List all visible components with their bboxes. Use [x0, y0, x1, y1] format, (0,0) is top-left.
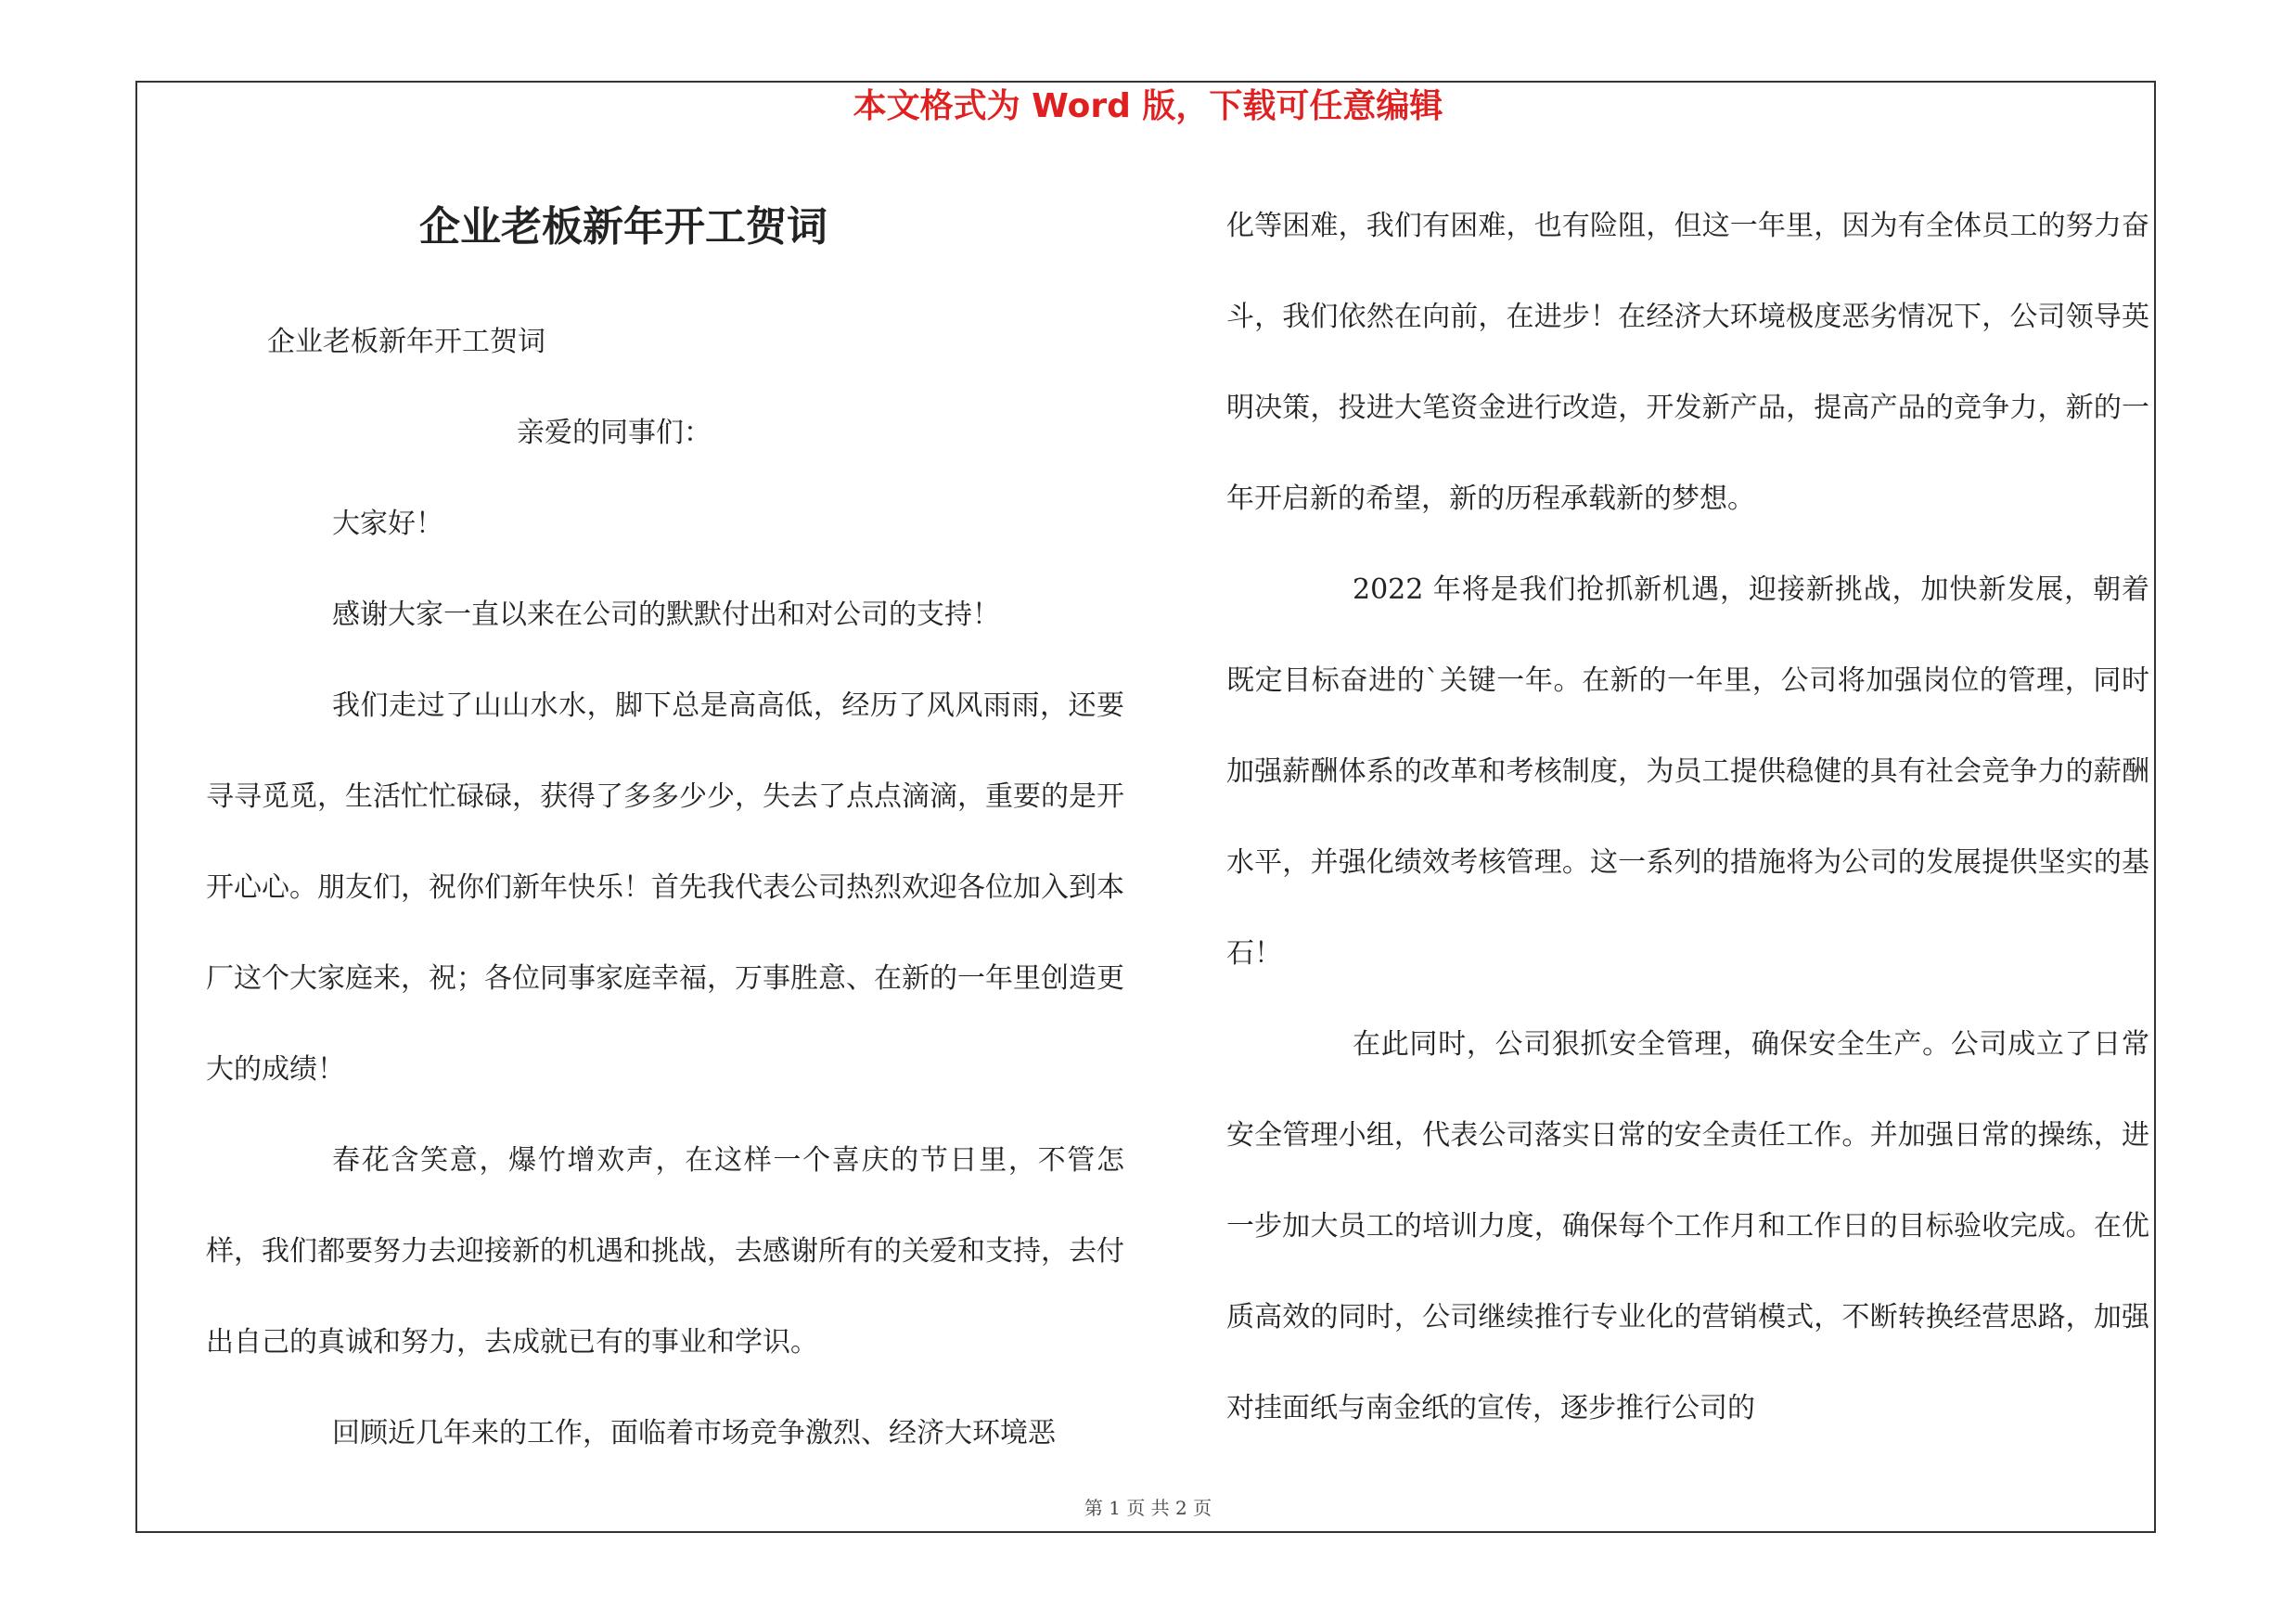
paragraph-thanks: 感谢大家一直以来在公司的默默付出和对公司的支持！ — [332, 599, 1000, 631]
paragraph-journey: 我们走过了山山水水，脚下总是高高低，经历了风风雨雨，还要寻寻觅觅，生活忙忙碌碌，获得了多多少少，失去了点点滴滴，重要的是开开心心。朋友们，祝你们新年快乐！首先我代表公司热烈欢迎各位加入到本厂这个大家庭来，祝；各位同事家庭幸福，万事胜意、在新的一年里创造更大的成绩！ — [206, 689, 1124, 1086]
format-notice-banner: 本文格式为 Word 版，下载可任意编辑 — [853, 87, 1443, 125]
paragraph-2022-plan: 2022 年将是我们抢抓新机遇，迎接新挑战，加快新发展，朝着既定目标奋进的`关键一年。在新的一年里，公司将加强岗位的管理，同时加强薪酬体系的改革和考核制度，为员工提供稳健的具有社会竞争力的薪酬水平，并强化绩效考核管理。这一系列的措施将为公司的发展提供坚实的基石！ — [1226, 573, 2149, 970]
paragraph-review-continued: 化等困难，我们有困难，也有险阻，但这一年里，因为有全体员工的努力奋斗，我们依然在向前，在进步！在经济大环境极度恶劣情况下，公司领导英明决策，投进大笔资金进行改造，开发新产品，提高产品的竞争力，新的一年开启新的希望，新的历程承载新的梦想。 — [1226, 210, 2149, 515]
paragraph-spring: 春花含笑意，爆竹增欢声，在这样一个喜庆的节日里，不管怎样，我们都要努力去迎接新的机遇和挑战，去感谢所有的关爱和支持，去付出自己的真诚和努力，去成就已有的事业和学识。 — [206, 1144, 1124, 1359]
paragraph-safety: 在此同时，公司狠抓安全管理，确保安全生产。公司成立了日常安全管理小组，代表公司落实日常的安全责任工作。并加强日常的操练，进一步加大员工的培训力度，确保每个工作月和工作日的目标验收完成。在优质高效的同时，公司继续推行专业化的营销模式，不断转换经营思路，加强对挂面纸与南金纸的宣传，逐步推行公司的 — [1226, 1028, 2149, 1424]
paragraph-review: 回顾近几年来的工作，面临着市场竞争激烈、经济大环境恶 — [332, 1417, 1056, 1449]
paragraph-heading-repeat: 企业老板新年开工贺词 — [267, 326, 545, 358]
left-column — [206, 181, 1124, 1479]
page-number-footer: 第 1 页 共 2 页 — [1084, 1497, 1212, 1519]
paragraph-greeting: 大家好！ — [332, 508, 443, 540]
paragraph-salutation: 亲爱的同事们： — [517, 417, 712, 449]
right-column — [1226, 181, 2149, 1454]
document-title: 企业老板新年开工贺词 — [419, 203, 827, 251]
